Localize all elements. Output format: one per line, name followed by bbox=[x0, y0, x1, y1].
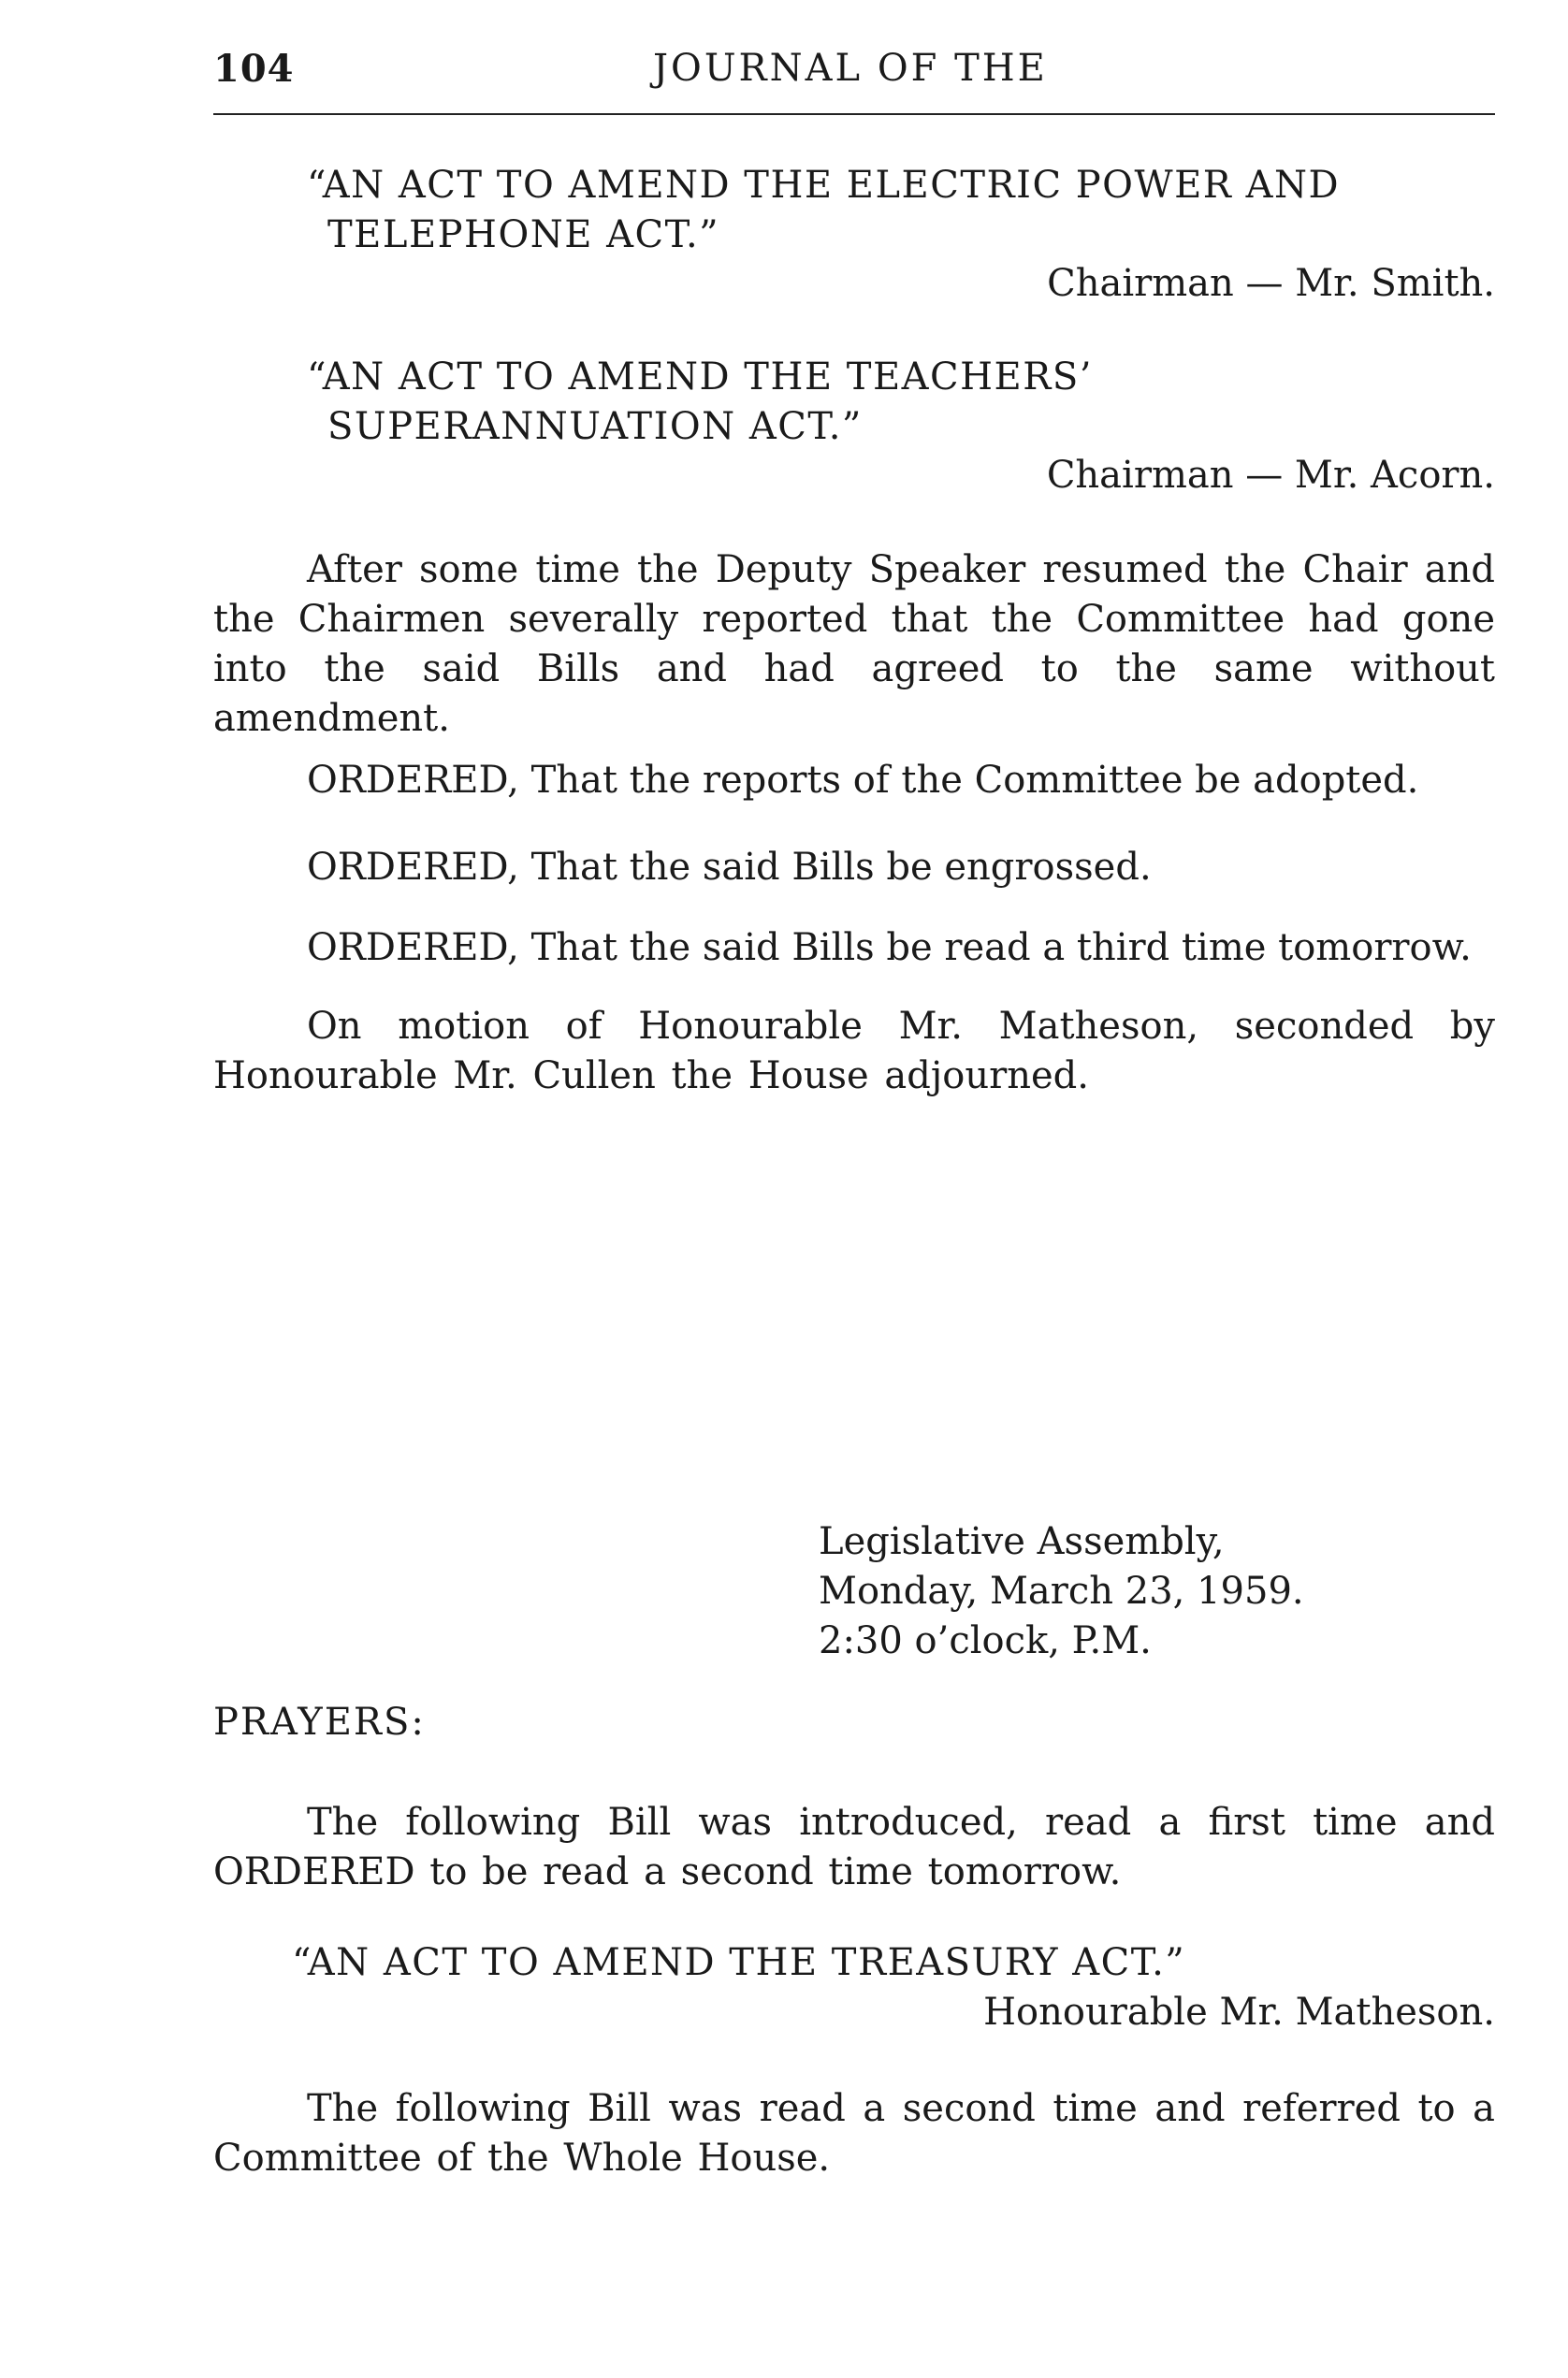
prayers-heading: PRAYERS: bbox=[213, 1701, 426, 1744]
chairman-acorn: Chairman — Mr. Acorn. bbox=[1046, 454, 1495, 497]
dateline-time: 2:30 o’clock, P.M. bbox=[819, 1619, 1152, 1662]
act-title-line: SUPERANNUATION ACT.” bbox=[327, 405, 863, 448]
dateline-place: Legislative Assembly, bbox=[819, 1520, 1225, 1563]
bill-introduced-paragraph: The following Bill was introduced, read a first time and ORDERED to be read a second time tomorrow. bbox=[213, 1801, 1495, 1893]
act-title-teachers-superannuation bbox=[307, 353, 1476, 452]
mover-matheson: Honourable Mr. Matheson. bbox=[983, 1991, 1495, 2034]
act-title-treasury: “AN ACT TO AMEND THE TREASURY ACT.” bbox=[292, 1941, 1186, 1984]
page-number: 104 bbox=[213, 47, 295, 91]
act-title-electric-power bbox=[307, 161, 1476, 260]
ordered-third-reading: ORDERED, That the said Bills be read a third time tomorrow. bbox=[307, 926, 1472, 969]
dateline-date: Monday, March 23, 1959. bbox=[819, 1570, 1304, 1613]
page-header bbox=[213, 47, 1495, 103]
second-reading-paragraph: The following Bill was read a second time and referred to a Committee of the Whole House. bbox=[213, 2087, 1495, 2180]
chairman-smith: Chairman — Mr. Smith. bbox=[1047, 262, 1495, 305]
header-rule bbox=[213, 113, 1495, 115]
act-title-line: “AN ACT TO AMEND THE TEACHERS’ bbox=[307, 355, 1093, 399]
sitting-dateline bbox=[819, 1517, 1304, 1666]
act-title-line: “AN ACT TO AMEND THE ELECTRIC POWER AND bbox=[307, 164, 1341, 207]
report-paragraph: After some time the Deputy Speaker resumed the Chair and the Chairmen severally reported that the Committee had gone into the said Bills and had agreed to the same without amendment. bbox=[213, 548, 1495, 740]
act-title-line: TELEPHONE ACT.” bbox=[327, 213, 720, 256]
running-head: JOURNAL OF THE bbox=[653, 47, 1048, 90]
adjournment-paragraph: On motion of Honourable Mr. Matheson, seconded by Honourable Mr. Cullen the House adjourned. bbox=[213, 1005, 1495, 1097]
ordered-bills-engrossed: ORDERED, That the said Bills be engrossed. bbox=[307, 846, 1152, 889]
ordered-reports-adopted: ORDERED, That the reports of the Committee be adopted. bbox=[307, 759, 1419, 802]
